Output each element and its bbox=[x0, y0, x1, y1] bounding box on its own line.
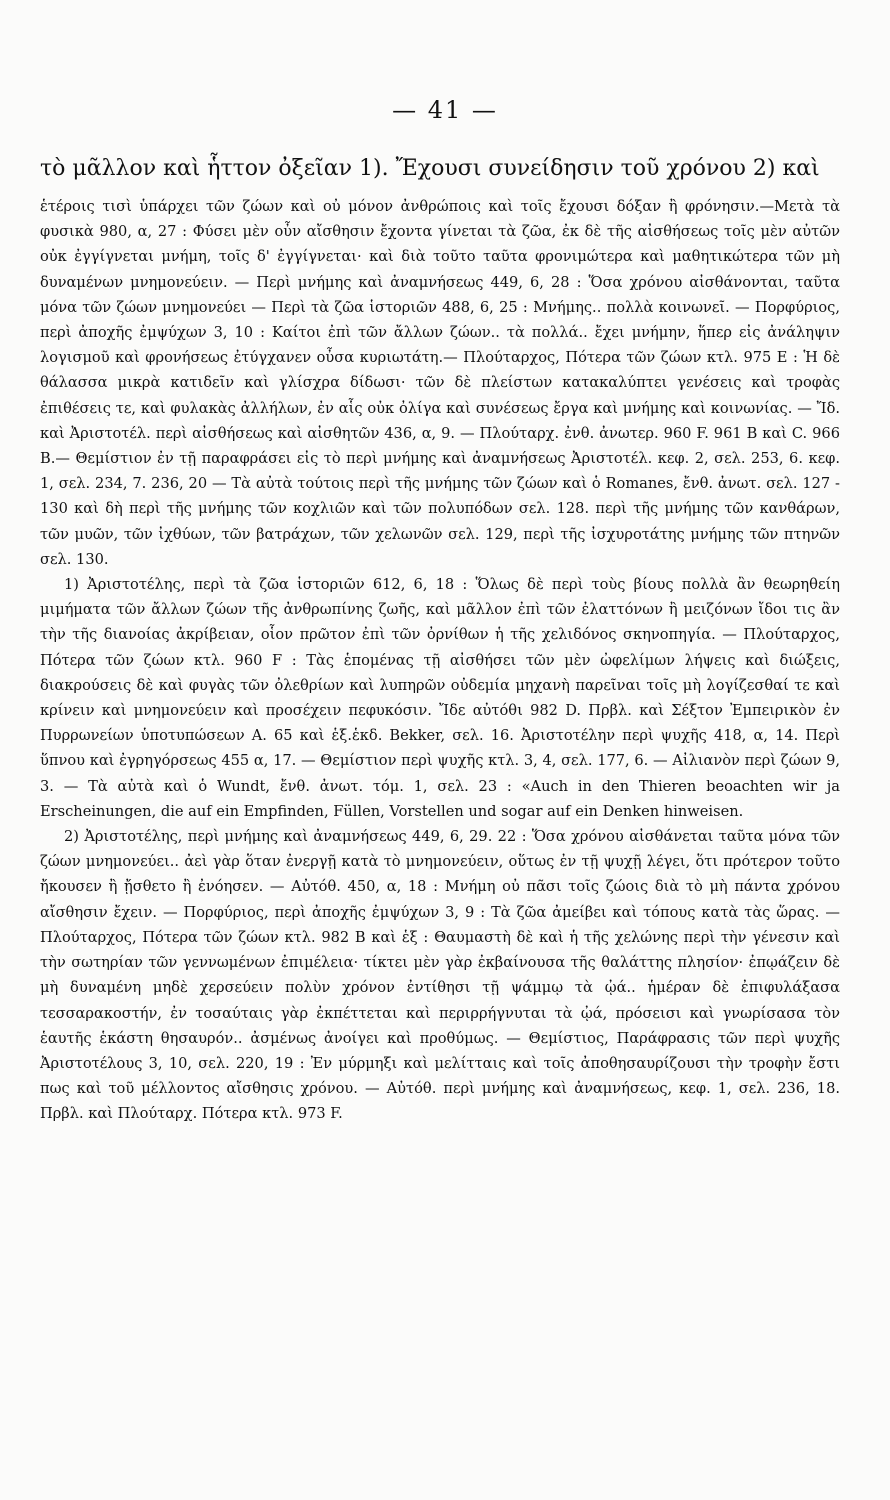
text-body bbox=[40, 152, 840, 1127]
footnote-1: 1) Ἀριστοτέλης, περὶ τὰ ζῶα ἱστοριῶν 612, 6, 18 : Ὅλως δὲ περὶ τοὺς βίους πολλὰ ἂν θεωρηθείη μιμήματα τῶν ἄλλων ζώων τῆς ἀνθρωπίνης ζωῆς, καὶ μᾶλλον ἐπὶ τῶν ἐλαττόνων ἢ μειζόνων ἴδοι τις ἂν τὴν τῆς διανοίας ἀκρίβειαν, οἷον πρῶτον ἐπὶ τῶν ὀρνίθων ἡ τῆς χελιδόνος σκηνοπηγία. — Πλούταρχος, Πότερα τῶν ζώων κτλ. 960 F : Τὰς ἑπομένας τῇ αἰσθήσει τῶν μὲν ὠφελίμων λήψεις καὶ διώξεις, διακρούσεις δὲ καὶ φυγὰς τῶν ὀλεθρίων καὶ λυπηρῶν οὐδεμία μηχανὴ παρεῖναι τοῖς μὴ λογίζεσθαί τε καὶ κρίνειν καὶ μνημονεύειν καὶ προσέχειν πεφυκόσιν. Ἴδε αὐτόθι 982 D. Πρβλ. καὶ Σέξτον Ἐμπειρικὸν ἐν Πυρρωνείων ὑποτυπώσεων Α. 65 καὶ ἑξ.ἑκδ. Bekker, σελ. 16. Ἀριστοτέλην περὶ ψυχῆς 418, α, 14. Περὶ ὕπνου καὶ ἐγρηγόρσεως 455 α, 17. — Θεμίστιον περὶ ψυχῆς κτλ. 3, 4, σελ. 177, 6. — Αἰλιανὸν περὶ ζώων 9, 3. — Τὰ αὐτὰ καὶ ὁ Wundt, ἔνθ. ἀνωτ. τόμ. 1, σελ. 23 : «Auch in den Thieren beoachten wir ja Erscheinungen, die auf ein Empfinden, Füllen, Vorstellen und sogar auf ein Denken hinweisen. bbox=[40, 576, 840, 820]
page-number: — 41 — bbox=[392, 96, 498, 124]
footnote-continuation: ἑτέροις τισὶ ὑπάρχει τῶν ζώων καὶ οὐ μόνον ἀνθρώποις καὶ τοῖς ἔχουσι δόξαν ἢ φρόνησιν.—Μετὰ τὰ φυσικὰ 980, α, 27 : Φύσει μὲν οὖν αἴσθησιν ἔχοντα γίνεται τὰ ζῶα, ἐκ δὲ τῆς αἰσθήσεως τοῖς μὲν αὐτῶν οὐκ ἐγγίγνεται μνήμη, τοῖς δ' ἐγγίγνεται· καὶ διὰ τοῦτο ταῦτα φρονιμώτερα καὶ μαθητικώτερα τῶν μὴ δυναμένων μνημονεύειν. — Περὶ μνήμης καὶ ἀναμνήσεως 449, 6, 28 : Ὅσα χρόνου αἰσθάνονται, ταῦτα μόνα τῶν ζώων μνημονεύει — Περὶ τὰ ζῶα ἱστοριῶν 488, 6, 25 : Μνήμης.. πολλὰ κοινωνεῖ. — Πορφύριος, περὶ ἀποχῆς ἐμψύχων 3, 10 : Καίτοι ἐπὶ τῶν ἄλλων ζώων.. τὰ πολλά.. ἔχει μνήμην, ἥπερ εἰς ἀνάληψιν λογισμοῦ καὶ φρονήσεως ἐτύγχανεν οὖσα κυριωτάτη.— Πλούταρχος, Πότερα τῶν ζώων κτλ. 975 Ε : Ἡ δὲ θάλασσα μικρὰ κατιδεῖν καὶ γλίσχρα δίδωσι· τῶν δὲ πλείστων κατακαλύπτει γενέσεις καὶ τροφὰς ἐπιθέσεις τε, καὶ φυλακὰς ἀλλήλων, ἐν αἷς οὐκ ὀλίγα καὶ συνέσεως ἔργα καὶ μνήμης καὶ κοινωνίας. — Ἴδ. καὶ Ἀριστοτέλ. περὶ αἰσθήσεως καὶ αἰσθητῶν 436, α, 9. — Πλούταρχ. ἐνθ. ἀνωτερ. 960 F. 961 B καὶ C. 966 B.— Θεμίστιον ἐν τῇ παραφράσει εἰς τὸ περὶ μνήμης καὶ ἀναμνήσεως Ἀριστοτέλ. κεφ. 2, σελ. 253, 6. κεφ. 1, σελ. 234, 7. 236, 20 — Τὰ αὐτὰ τούτοις περὶ τῆς μνήμης τῶν ζώων καὶ ὁ Romanes, ἔνθ. ἀνωτ. σελ. 127 - 130 καὶ δὴ περὶ τῆς μνήμης τῶν κοχλιῶν καὶ τῶν πολυπόδων σελ. 128. περὶ τῆς μνήμης τῶν κανθάρων, τῶν μυῶν, τῶν ἰχθύων, τῶν βατράχων, τῶν χελωνῶν σελ. 129, περὶ τῆς ἰσχυροτάτης μνήμης τῶν πτηνῶν σελ. 130. bbox=[40, 198, 840, 568]
footnote-2: 2) Ἀριστοτέλης, περὶ μνήμης καὶ ἀναμνήσεως 449, 6, 29. 22 : Ὅσα χρόνου αἰσθάνεται ταῦτα μόνα τῶν ζώων μνημονεύει.. ἀεὶ γὰρ ὅταν ἐνεργῇ κατὰ τὸ μνημονεύειν, οὕτως ἐν τῇ ψυχῇ λέγει, ὅτι πρότερον τοῦτο ἤκουσεν ἢ ᾔσθετο ἢ ἐνόησεν. — Αὐτόθ. 450, α, 18 : Μνήμη οὐ πᾶσι τοῖς ζώοις διὰ τὸ μὴ πάντα χρόνου αἴσθησιν ἔχειν. — Πορφύριος, περὶ ἀποχῆς ἐμψύχων 3, 9 : Τὰ ζῶα ἀμείβει καὶ τόπους κατὰ τὰς ὥρας. — Πλούταρχος, Πότερα τῶν ζώων κτλ. 982 B καὶ ἑξ : Θαυμαστὴ δὲ καὶ ἡ τῆς χελώνης περὶ τὴν γένεσιν καὶ τὴν σωτηρίαν τῶν γεννωμένων ἐπιμέλεια· τίκτει μὲν γὰρ ἐκβαίνουσα τῆς θαλάττης πλησίον· ἐπῳάζειν δὲ μὴ δυναμένη μηδὲ χερσεύειν πολὺν χρόνον ἐντίθησι τῇ ψάμμῳ τὰ ᾠά.. ἡμέραν δὲ ἐπιφυλάξασα τεσσαρακοστήν, ἐν τοσαύταις γὰρ ἐκπέττεται καὶ περιρρήγνυται τὰ ᾠά, πρόσεισι καὶ γνωρίσασα τὸν ἑαυτῆς ἑκάστη θησαυρόν.. ἀσμένως ἀνοίγει καὶ προθύμως. — Θεμίστιος, Παράφρασις τῶν περὶ ψυχῆς Ἀριστοτέλους 3, 10, σελ. 220, 19 : Ἐν μύρμηξι καὶ μελίτταις καὶ τοῖς ἀποθησαυρίζουσι τὴν τροφὴν ἔστι πως καὶ τοῦ μέλλοντος αἴσθησις χρόνου. — Αὐτόθ. περὶ μνήμης καὶ ἀναμνήσεως, κεφ. 1, σελ. 236, 18. Πρβλ. καὶ Πλούταρχ. Πότερα κτλ. 973 F. bbox=[40, 828, 840, 1123]
main-text-line: τὸ μᾶλλον καὶ ἧττον ὀξεῖαν 1). Ἔχουσι συνείδησιν τοῦ χρόνου 2) καὶ bbox=[40, 156, 820, 181]
